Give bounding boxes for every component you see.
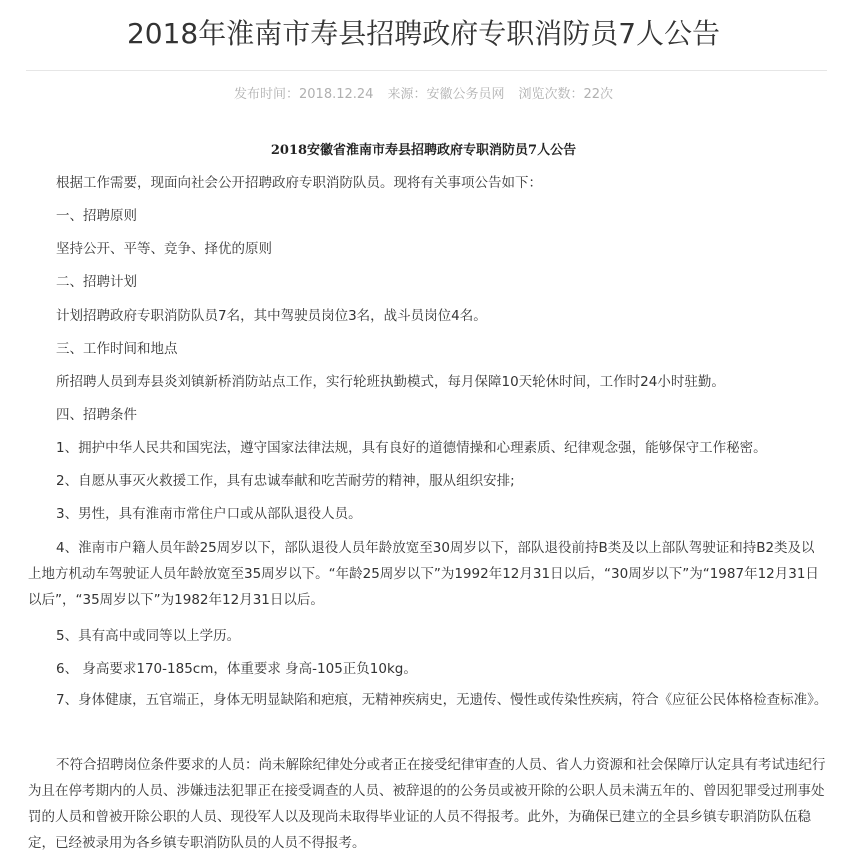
page-title: 2018年淮南市寿县招聘政府专职消防员7人公告 — [126, 17, 721, 50]
condition-item-5: 5、具有高中或同等以上学历。 — [56, 628, 241, 644]
condition-item-1: 1、拥护中华人民共和国宪法，遵守国家法律法规，具有良好的道德情操和心理素质、纪律观念强，能够保守工作秘密。 — [56, 440, 767, 456]
condition-item-6: 6、 身高要求170-185cm，体重要求 身高-105正负10kg。 — [56, 661, 417, 677]
section-heading-conditions: 四、招聘条件 — [56, 407, 137, 423]
article-meta — [0, 85, 847, 105]
section-heading-principle: 一、招聘原则 — [56, 208, 137, 224]
paragraph-exclusions: 不符合招聘岗位条件要求的人员：尚未解除纪律处分或者正在接受纪律审查的人员、省人力资源和社会保障厅认定具有考试违纪行为且在停考期内的人员、涉嫌违法犯罪正在接受调查的人员、被辞退的的公务员或被开除的公职人员未满五年的、曾因犯罪受过刑事处罚的人员和曾被开除公职的人员、现役军人以及现尚未取得毕业证的人员不得报考。此外，为确保已建立的全县乡镇专职消防队伍稳定，已经被录用为各乡镇专职消防队员的人员不得报考。 — [28, 757, 826, 851]
paragraph-principle: 坚持公开、平等、竞争、择优的原则 — [56, 241, 272, 257]
condition-item-3: 3、男性，具有淮南市常住户口或从部队退役人员。 — [56, 506, 362, 522]
source: 来源：安徽公务员网 — [387, 87, 505, 102]
paragraph-intro: 根据工作需要，现面向社会公开招聘政府专职消防队员。现将有关事项公告如下： — [56, 175, 542, 191]
condition-item-4: 4、淮南市户籍人员年龄25周岁以下，部队退役人员年龄放宽至30周岁以下，部队退役前持B类及以上部队驾驶证和持B2类及以上地方机动车驾驶证人员年龄放宽至35周岁以下。“年龄25周岁以下”为1992年12月31日以后，“30周岁以下”为“1987年12月31日以后”，“35周岁以下”为1982年12月31日以后。 — [28, 540, 819, 608]
paragraph-time-location: 所招聘人员到寿县炎刘镇新桥消防站点工作，实行轮班执勤模式，每月保障10天轮休时间，工作时24小时驻勤。 — [56, 374, 725, 390]
article-subtitle: 2018安徽省淮南市寿县招聘政府专职消防员7人公告 — [270, 143, 577, 158]
section-heading-plan: 二、招聘计划 — [56, 274, 137, 290]
view-count: 浏览次数：22次 — [518, 87, 613, 102]
condition-item-2: 2、自愿从事灭火救援工作，具有忠诚奉献和吃苦耐劳的精神，服从组织安排; — [56, 473, 515, 489]
publish-time: 发布时间：2018.12.24 — [234, 87, 374, 102]
paragraph-plan: 计划招聘政府专职消防队员7名，其中驾驶员岗位3名，战斗员岗位4名。 — [56, 308, 487, 324]
title-divider — [26, 70, 827, 71]
section-heading-time-location: 三、工作时间和地点 — [56, 341, 178, 357]
condition-item-7: 7、身体健康，五官端正，身体无明显缺陷和疤痕，无精神疾病史，无遗传、慢性或传染性疾病，符合《应征公民体格检查标准》。 — [56, 692, 828, 708]
